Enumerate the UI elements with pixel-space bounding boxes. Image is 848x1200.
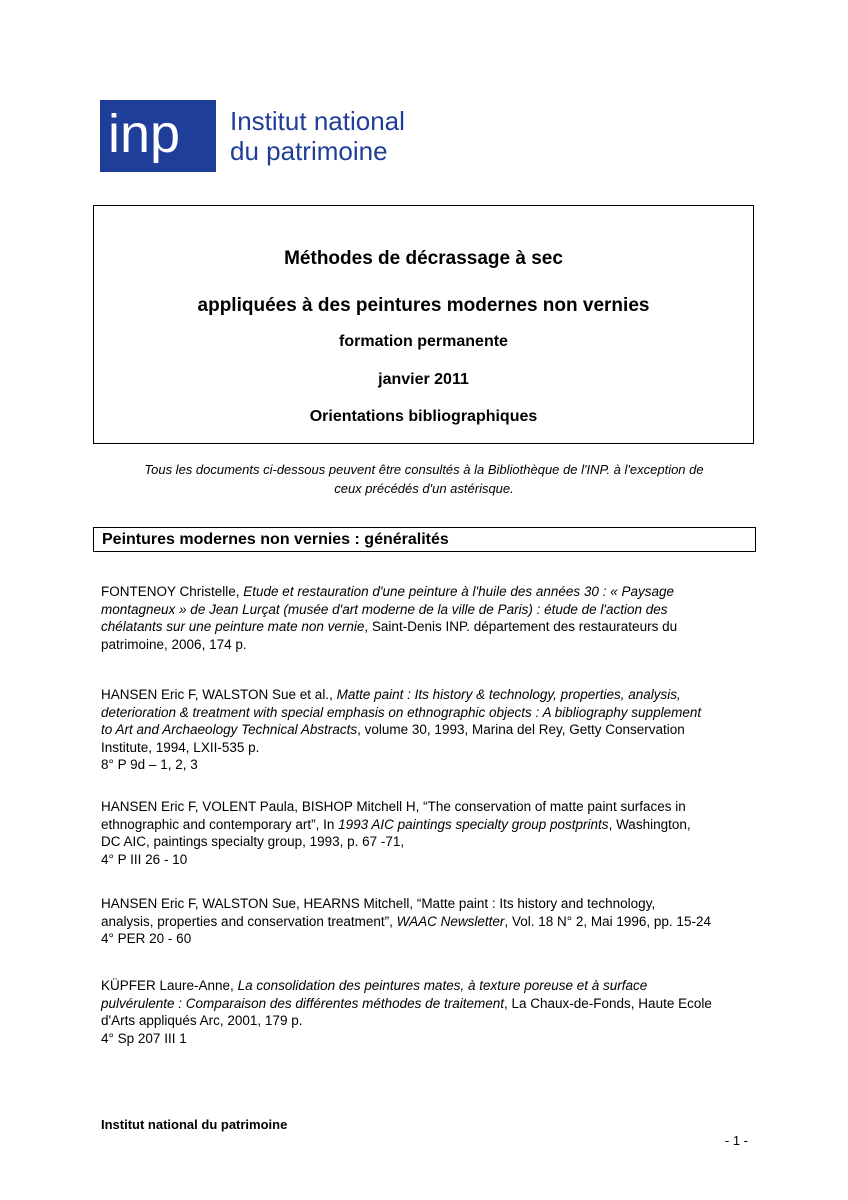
entry-line [101, 1030, 751, 1048]
logo-line-2: du patrimoine [230, 136, 388, 166]
entry-text: , Saint-Denis INP. département des restaurateurs du [364, 619, 678, 634]
entry-line [101, 636, 751, 654]
entry-text: Institute, 1994, LXII-535 p. [101, 739, 260, 755]
note-line-2: ceux précédés d'un astérisque. [334, 481, 514, 496]
entry-line [101, 851, 751, 869]
entry-text: patrimoine, 2006, 174 p. [101, 636, 247, 652]
availability-note [100, 460, 748, 498]
title-line-3: formation permanente [339, 333, 508, 350]
entry-text: 8° P 9d – 1, 2, 3 [101, 757, 198, 772]
entry-text: , volume 30, 1993, Marina del Rey, Getty Conservation [357, 722, 685, 737]
entry-line [101, 833, 751, 851]
entry-title-text: 1993 AIC paintings specialty group postprints [338, 816, 609, 832]
entry-line [101, 913, 751, 931]
entry-line [101, 601, 751, 619]
entry-title-text: deterioration & treatment with special emphasis on ethnographic objects : A bibliography supplement [101, 704, 702, 720]
bibliography-entry [101, 895, 751, 948]
entry-line [101, 686, 751, 704]
entry-text: d'Arts appliqués Arc, 2001, 179 p. [101, 1013, 303, 1028]
logo-mark [100, 100, 216, 172]
entry-line [101, 977, 751, 995]
title-line-4: janvier 2011 [378, 371, 469, 388]
entry-text: , Vol. 18 N° 2, Mai 1996, pp. 15-24 [504, 913, 711, 929]
entry-line [101, 721, 751, 739]
entry-title-text: chélatants sur une peinture mate non vernie [101, 619, 365, 634]
logo-mark-text: inp [108, 104, 181, 164]
entry-line [101, 756, 751, 774]
entry-line [101, 739, 751, 757]
entry-title-text: La consolidation des peintures mates, à texture poreuse et à surface [237, 978, 648, 993]
entry-title-text: Etude et restauration d'une peinture à l'huile des années 30 : « Paysage [243, 584, 674, 599]
bibliography-entry [101, 686, 751, 774]
entry-line [101, 583, 751, 601]
entry-line [101, 1012, 751, 1030]
entry-line [101, 618, 751, 636]
entry-line [101, 816, 751, 834]
entry-text: , Washington, [608, 816, 691, 832]
entry-title-text: montagneux » de Jean Lurçat (musée d'art moderne de la ville de Paris) : étude de l'action des [101, 601, 668, 617]
bibliography-entry [101, 798, 751, 868]
entry-line [101, 704, 751, 722]
logo-line-1: Institut national [230, 106, 405, 136]
note-line-1: Tous les documents ci-dessous peuvent être consultés à la Bibliothèque de l'INP. à l'exception de [144, 462, 704, 477]
entry-text: DC AIC, paintings specialty group, 1993, p. 67 -71, [101, 834, 405, 849]
entry-text: KÜPFER Laure-Anne, [101, 978, 238, 993]
title-line-2: appliquées à des peintures modernes non vernies [197, 295, 650, 316]
entry-title-text: Matte paint : Its history & technology, properties, analysis, [336, 687, 681, 702]
entry-text: ethnographic and contemporary art”, In [101, 816, 339, 832]
page-number: - 1 - [724, 1133, 748, 1148]
entry-text: FONTENOY Christelle, [101, 584, 244, 599]
entry-title-text: pulvérulente : Comparaison des différentes méthodes de traitement [101, 995, 504, 1011]
title-box [93, 205, 754, 444]
entry-text: analysis, properties and conservation treatment”, [101, 913, 397, 929]
entry-line [101, 995, 751, 1013]
entry-text: HANSEN Eric F, WALSTON Sue, HEARNS Mitchell, “Matte paint : Its history and technology, [101, 896, 656, 911]
logo-wordmark [230, 106, 405, 166]
entry-title-text: WAAC Newsletter [396, 913, 505, 929]
entry-line [101, 930, 751, 948]
entry-title-text: to Art and Archaeology Technical Abstracts [101, 722, 358, 737]
title-line-1: Méthodes de décrassage à sec [284, 248, 563, 269]
logo-mark-graphic [100, 100, 216, 172]
entry-line [101, 895, 751, 913]
bibliography-entry [101, 977, 751, 1047]
title-line-5: Orientations bibliographiques [309, 408, 538, 425]
entry-text: HANSEN Eric F, WALSTON Sue et al., [101, 687, 337, 702]
entry-text: 4° Sp 207 III 1 [101, 1030, 187, 1046]
entry-text: 4° P III 26 - 10 [101, 851, 188, 867]
entry-text: , La Chaux-de-Fonds, Haute Ecole [503, 995, 712, 1011]
section-heading: Peintures modernes non vernies : généralités [93, 527, 756, 552]
entry-line [101, 798, 751, 816]
bibliography-entry [101, 583, 751, 653]
entry-text: HANSEN Eric F, VOLENT Paula, BISHOP Mitchell H, “The conservation of matte paint surfaces in [101, 799, 686, 814]
footer-institution: Institut national du patrimoine [101, 1117, 288, 1132]
entry-text: 4° PER 20 - 60 [101, 931, 192, 946]
inp-logo [100, 100, 430, 172]
